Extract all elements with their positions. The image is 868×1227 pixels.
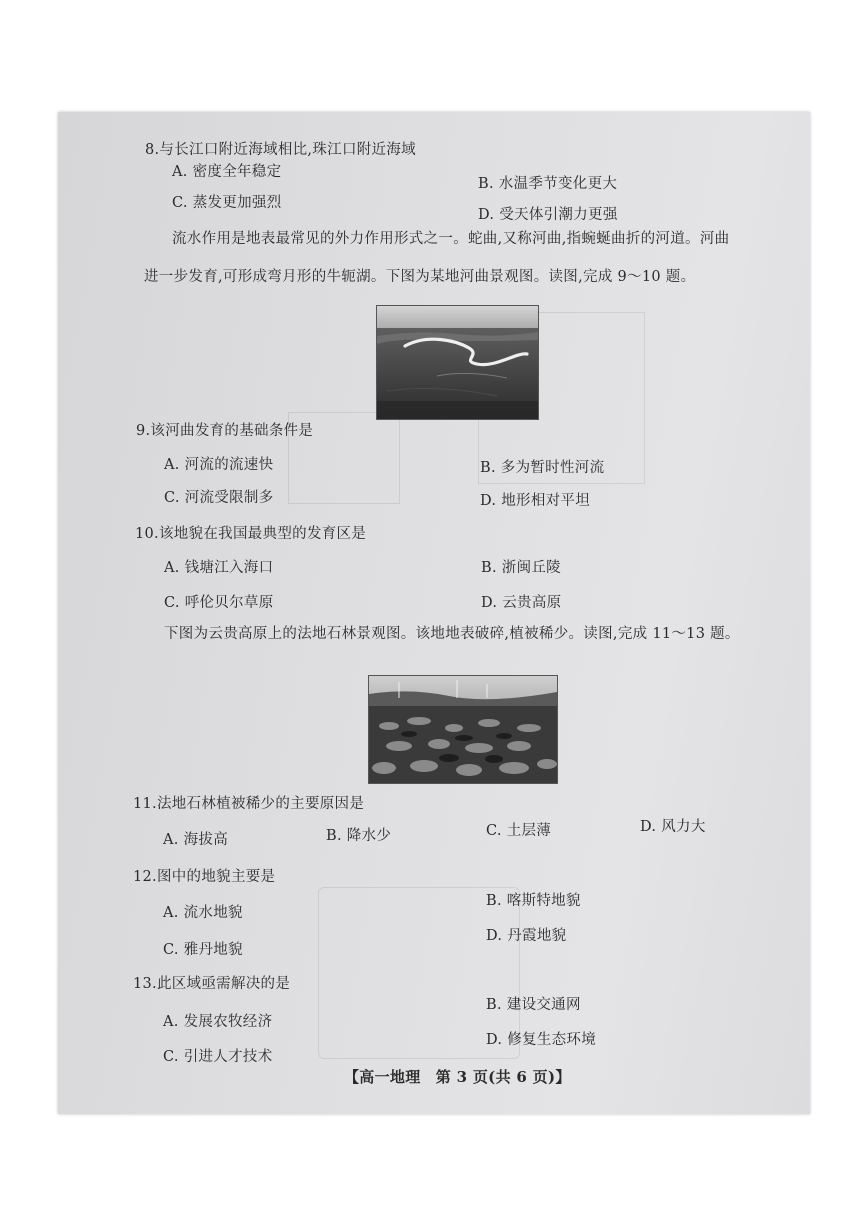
- river-meander-photo: [376, 305, 539, 420]
- stone-forest-image: [369, 676, 557, 783]
- q10-stem: 10.该地貌在我国最典型的发育区是: [135, 526, 367, 542]
- q9-option-b: B. 多为暂时性河流: [480, 460, 605, 476]
- q12-option-d: D. 丹霞地貌: [486, 928, 567, 944]
- q8-option-c: C. 蒸发更加强烈: [172, 195, 282, 211]
- q11-stem: 11.法地石林植被稀少的主要原因是: [133, 796, 365, 812]
- q10-option-c: C. 呼伦贝尔草原: [164, 595, 274, 611]
- q10-option-d: D. 云贵高原: [481, 595, 562, 611]
- q11-option-a: A. 海拔高: [163, 832, 228, 848]
- q11-option-b: B. 降水少: [326, 828, 392, 844]
- q11-option-d: D. 风力大: [640, 819, 706, 835]
- q8-option-a: A. 密度全年稳定: [172, 164, 282, 180]
- q8-stem: 8.与长江口附近海域相比,珠江口附近海域: [145, 142, 416, 158]
- q9-option-d: D. 地形相对平坦: [480, 493, 591, 509]
- q12-option-b: B. 喀斯特地貌: [486, 893, 581, 909]
- q12-option-c: C. 雅丹地貌: [163, 942, 243, 958]
- exam-page: [58, 112, 810, 1114]
- passage1-line1: 流水作用是地表最常见的外力作用形式之一。蛇曲,又称河曲,指蜿蜒曲折的河道。河曲: [172, 231, 730, 247]
- q9-option-c: C. 河流受限制多: [164, 490, 274, 506]
- stone-forest-photo: [368, 675, 558, 784]
- q12-stem: 12.图中的地貌主要是: [133, 869, 276, 885]
- q13-option-c: C. 引进人才技术: [163, 1049, 273, 1065]
- river-meander-image: [377, 306, 538, 419]
- q10-option-b: B. 浙闽丘陵: [481, 560, 561, 576]
- q13-stem: 13.此区域亟需解决的是: [133, 976, 291, 992]
- q13-option-b: B. 建设交通网: [486, 997, 581, 1013]
- q9-option-a: A. 河流的流速快: [164, 457, 274, 473]
- q8-option-b: B. 水温季节变化更大: [478, 176, 618, 192]
- passage2-line1: 下图为云贵高原上的法地石林景观图。该地地表破碎,植被稀少。读图,完成 11～13 题。: [164, 626, 740, 642]
- q11-option-c: C. 土层薄: [486, 823, 552, 839]
- q13-option-d: D. 修复生态环境: [486, 1032, 597, 1048]
- q13-option-a: A. 发展农牧经济: [163, 1014, 273, 1030]
- q12-option-a: A. 流水地貌: [163, 905, 243, 921]
- q10-option-a: A. 钱塘江入海口: [164, 560, 274, 576]
- q8-option-d: D. 受天体引潮力更强: [478, 207, 618, 223]
- passage1-line2: 进一步发育,可形成弯月形的牛轭湖。下图为某地河曲景观图。读图,完成 9～10 题。: [144, 269, 696, 285]
- page-footer: 【高一地理 第 3 页(共 6 页)】: [344, 1068, 571, 1086]
- q9-stem: 9.该河曲发育的基础条件是: [136, 423, 314, 439]
